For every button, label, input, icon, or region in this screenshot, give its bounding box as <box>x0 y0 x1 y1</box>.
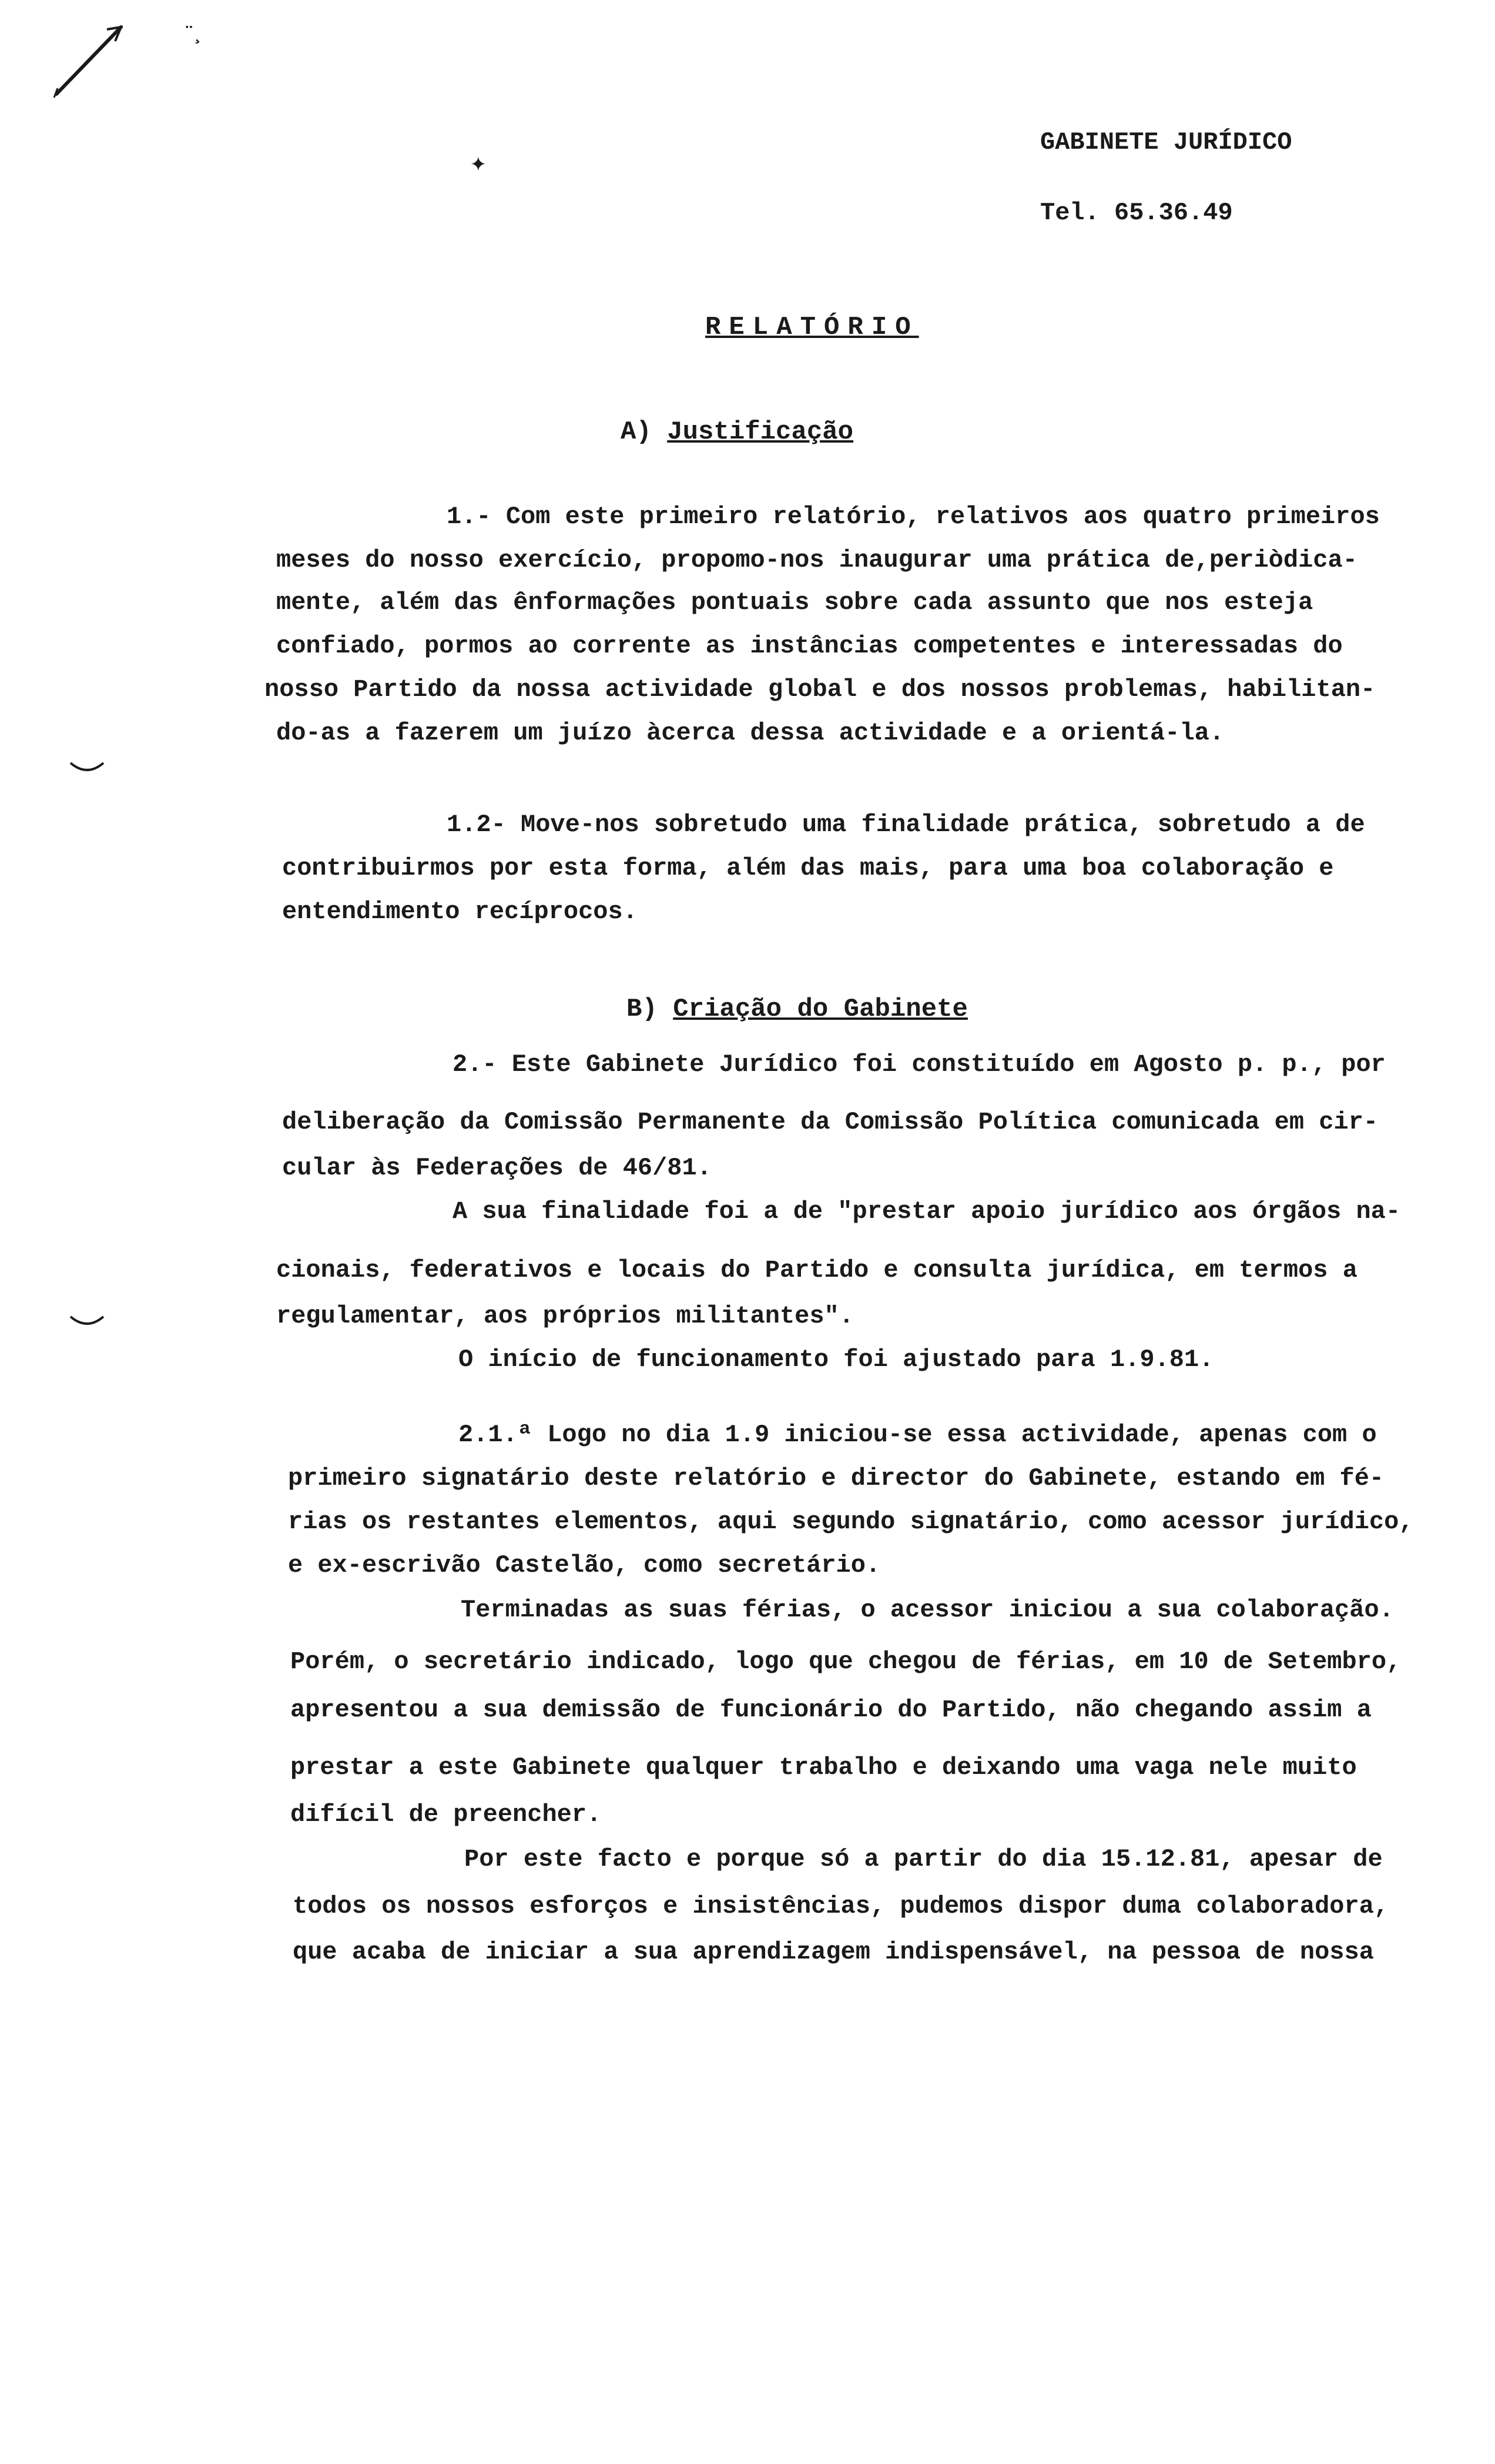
body-line: confiado, pormos ao corrente as instâncias competentes e interessadas do <box>276 632 1343 660</box>
body-line: meses do nosso exercício, propomo-nos inaugurar uma prática de,periòdica- <box>276 546 1357 574</box>
document-title: RELATÓRIO <box>705 313 919 342</box>
phone-number: Tel. 65.36.49 <box>1040 199 1233 227</box>
body-line: Terminadas as suas férias, o acessor iniciou a sua colaboração. <box>461 1596 1394 1624</box>
body-line: Por este facto e porque só a partir do dia 15.12.81, apesar de <box>464 1845 1383 1873</box>
body-line: e ex-escrivão Castelão, como secretário. <box>288 1551 881 1579</box>
body-line: cionais, federativos e locais do Partido e consulta jurídica, em termos a <box>276 1256 1357 1284</box>
pen-slash-mark <box>52 24 128 100</box>
body-line: mente, além das ênformações pontuais sobre cada assunto que nos esteja <box>276 588 1313 617</box>
section-heading-a <box>621 417 853 447</box>
body-line: 1.2- Move-nos sobretudo uma finalidade prática, sobretudo a de <box>447 811 1365 839</box>
body-line: entendimento recíprocos. <box>282 898 638 926</box>
body-line: nosso Partido da nossa actividade global e dos nossos problemas, habilitan- <box>264 675 1376 704</box>
cross-mark: ✦ <box>470 149 487 179</box>
body-line: todos os nossos esforços e insistências, pudemos dispor duma colaboradora, <box>293 1892 1389 1920</box>
section-a-prefix: A) <box>621 417 652 447</box>
body-line: que acaba de iniciar a sua aprendizagem indispensável, na pessoa de nossa <box>293 1938 1374 1966</box>
section-b-prefix: B) <box>626 995 658 1024</box>
body-line: O início de funcionamento foi ajustado para 1.9.81. <box>458 1345 1214 1374</box>
body-line: cular às Federações de 46/81. <box>282 1154 712 1182</box>
section-b-title: Criação do Gabinete <box>673 995 968 1024</box>
body-line: Porém, o secretário indicado, logo que chegou de férias, em 10 de Setembro, <box>290 1648 1402 1676</box>
body-line: deliberação da Comissão Permanente da Comissão Política comunicada em cir- <box>282 1108 1379 1136</box>
margin-tick-mark <box>69 759 105 775</box>
section-heading-b <box>626 995 968 1024</box>
top-corner-mark: ¨¸ <box>183 24 206 45</box>
body-line: difícil de preencher. <box>290 1800 602 1829</box>
body-line: A sua finalidade foi a de "prestar apoio jurídico aos órgãos na- <box>452 1197 1401 1226</box>
body-line: regulamentar, aos próprios militantes". <box>276 1302 854 1330</box>
office-name: GABINETE JURÍDICO <box>1040 128 1292 156</box>
margin-tick-mark <box>69 1313 105 1328</box>
body-line: 1.- Com este primeiro relatório, relativos aos quatro primeiros <box>447 503 1380 531</box>
body-line: do-as a fazerem um juízo àcerca dessa actividade e a orientá-la. <box>276 719 1225 747</box>
body-line: rias os restantes elementos, aqui segundo signatário, como acessor jurídico, <box>288 1508 1414 1536</box>
body-line: apresentou a sua demissão de funcionário do Partido, não chegando assim a <box>290 1696 1372 1724</box>
body-line: 2.1.ª Logo no dia 1.9 iniciou-se essa actividade, apenas com o <box>458 1421 1377 1449</box>
body-line: 2.- Este Gabinete Jurídico foi constituído em Agosto p. p., por <box>452 1050 1386 1079</box>
body-line: prestar a este Gabinete qualquer trabalho e deixando uma vaga nele muito <box>290 1753 1357 1782</box>
body-line: contribuirmos por esta forma, além das mais, para uma boa colaboração e <box>282 854 1334 882</box>
body-line: primeiro signatário deste relatório e director do Gabinete, estando em fé- <box>288 1464 1385 1492</box>
section-a-title: Justificação <box>667 417 854 447</box>
